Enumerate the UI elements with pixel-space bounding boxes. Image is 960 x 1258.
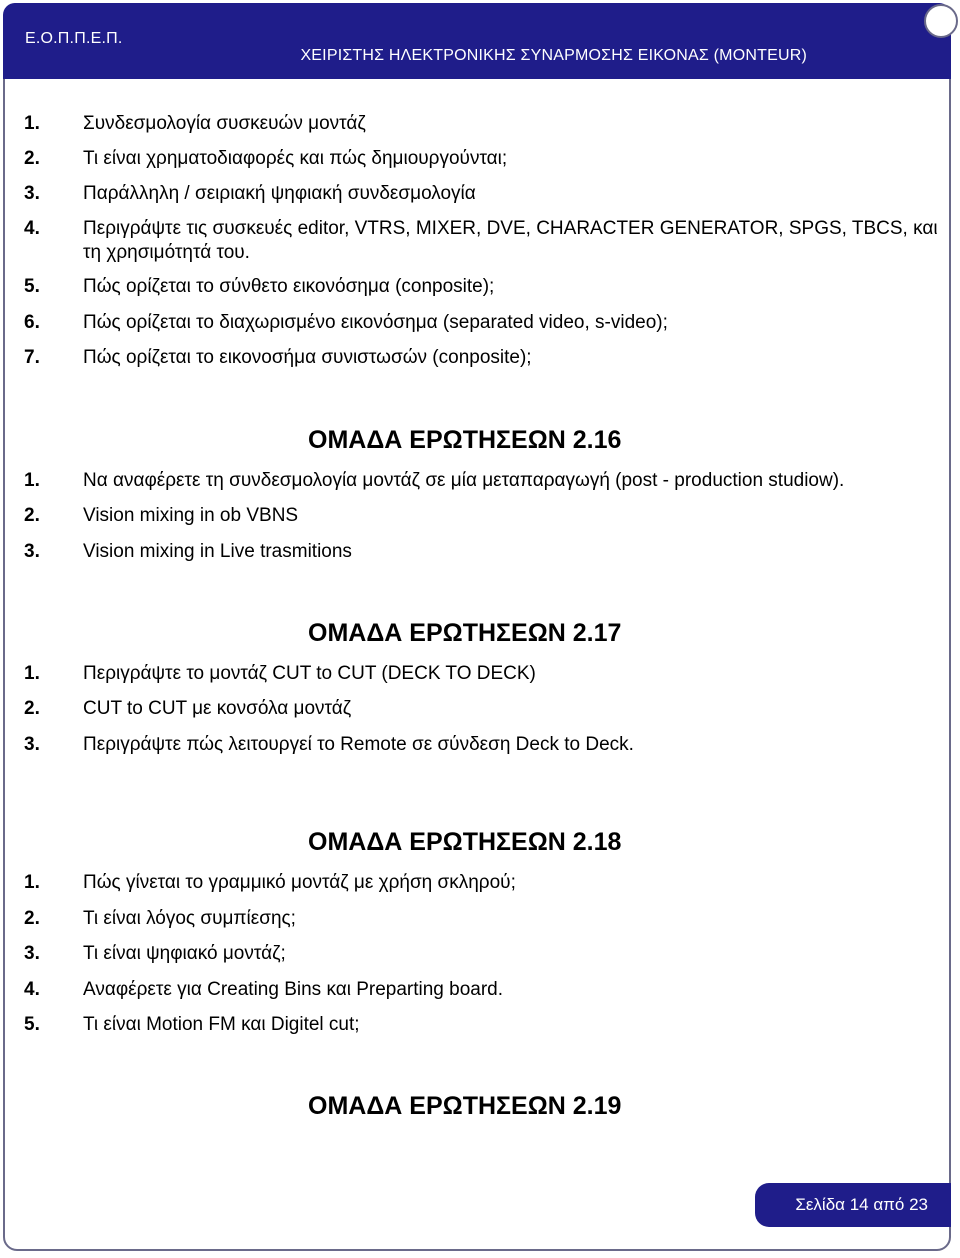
corner-decoration — [924, 4, 958, 38]
item-number: 3. — [24, 183, 40, 204]
item-number: 1. — [24, 470, 40, 491]
item-text: Τι είναι χρηματοδιαφορές και πώς δημιουργούνται; — [83, 148, 508, 169]
section-heading: ΟΜΑΔΑ ΕΡΩΤΗΣΕΩΝ 2.18 — [308, 828, 622, 856]
list-item — [24, 504, 943, 528]
item-text: Πώς ορίζεται το σύνθετο εικονόσημα (conposite); — [83, 276, 495, 297]
item-text: Πώς γίνεται το γραμμικό μοντάζ με χρήση σκληρού; — [83, 872, 516, 893]
list-item — [24, 217, 943, 265]
section-heading: ΟΜΑΔΑ ΕΡΩΤΗΣΕΩΝ 2.17 — [308, 619, 622, 647]
item-text: Vision mixing in ob VBNS — [83, 505, 299, 526]
section-heading: ΟΜΑΔΑ ΕΡΩΤΗΣΕΩΝ 2.19 — [308, 1092, 622, 1120]
item-number: 1. — [24, 872, 40, 893]
footer-band — [755, 1183, 951, 1227]
item-text: Συνδεσμολογία συσκευών μοντάζ — [83, 113, 366, 134]
header-org: Ε.Ο.Π.Π.Ε.Π. — [25, 30, 123, 47]
item-text: Περιγράψτε πώς λειτουργεί το Remote σε σύνδεση Deck to Deck. — [83, 734, 634, 755]
list-item — [24, 182, 943, 206]
list-item — [24, 1013, 943, 1037]
item-number: 2. — [24, 505, 40, 526]
item-number: 3. — [24, 734, 40, 755]
header-band — [3, 3, 951, 79]
item-number: 5. — [24, 276, 40, 297]
item-text: Τι είναι Motion FM και Digitel cut; — [83, 1014, 360, 1035]
item-text: Περιγράψτε το μοντάζ CUT to CUT (DECK TO DECK) — [83, 663, 536, 684]
list-item — [24, 346, 943, 370]
item-number: 7. — [24, 347, 40, 368]
item-text: Περιγράψτε τις συσκευές editor, VTRS, MIXER, DVE, CHARACTER GENERATOR, SPGS, TBCS, και τη χρησιμότητά του. — [83, 218, 938, 263]
item-number: 2. — [24, 698, 40, 719]
item-number: 3. — [24, 541, 40, 562]
item-number: 3. — [24, 943, 40, 964]
list-item — [24, 907, 943, 931]
list-item — [24, 978, 943, 1002]
list-item — [24, 540, 943, 564]
item-text: Αναφέρετε για Creating Bins και Preparting board. — [83, 979, 504, 1000]
page-number: Σελίδα 14 από 23 — [795, 1195, 928, 1214]
item-number: 5. — [24, 1014, 40, 1035]
item-number: 2. — [24, 148, 40, 169]
item-text: CUT to CUT με κονσόλα μοντάζ — [83, 698, 352, 719]
item-number: 2. — [24, 908, 40, 929]
list-item — [24, 147, 943, 171]
item-number: 1. — [24, 113, 40, 134]
list-item — [24, 871, 943, 895]
item-text: Τι είναι ψηφιακό μοντάζ; — [83, 943, 286, 964]
item-number: 4. — [24, 218, 40, 239]
item-text: Πώς ορίζεται το εικονοσήμα συνιστωσών (conposite); — [83, 347, 532, 368]
item-text: Παράλληλη / σειριακή ψηφιακή συνδεσμολογία — [83, 183, 476, 204]
list-item — [24, 942, 943, 966]
list-item — [24, 275, 943, 299]
header-title: ΧΕΙΡΙΣΤΗΣ ΗΛΕΚΤΡΟΝΙΚΗΣ ΣΥΝΑΡΜΟΣΗΣ ΕΙΚΟΝΑΣ (MONTEUR) — [300, 47, 807, 64]
item-text: Πώς ορίζεται το διαχωρισμένο εικονόσημα (separated video, s-video); — [83, 312, 668, 333]
item-number: 1. — [24, 663, 40, 684]
item-text: Τι είναι λόγος συμπίεσης; — [83, 908, 296, 929]
list-item — [24, 469, 943, 493]
item-number: 4. — [24, 979, 40, 1000]
item-number: 6. — [24, 312, 40, 333]
list-item — [24, 733, 943, 757]
list-item — [24, 311, 943, 335]
list-item — [24, 697, 943, 721]
list-item — [24, 662, 943, 686]
section-heading: ΟΜΑΔΑ ΕΡΩΤΗΣΕΩΝ 2.16 — [308, 426, 622, 454]
list-item — [24, 112, 943, 136]
item-text: Να αναφέρετε τη συνδεσμολογία μοντάζ σε μία μεταπαραγωγή (post - production studiow). — [83, 470, 845, 491]
item-text: Vision mixing in Live trasmitions — [83, 541, 352, 562]
